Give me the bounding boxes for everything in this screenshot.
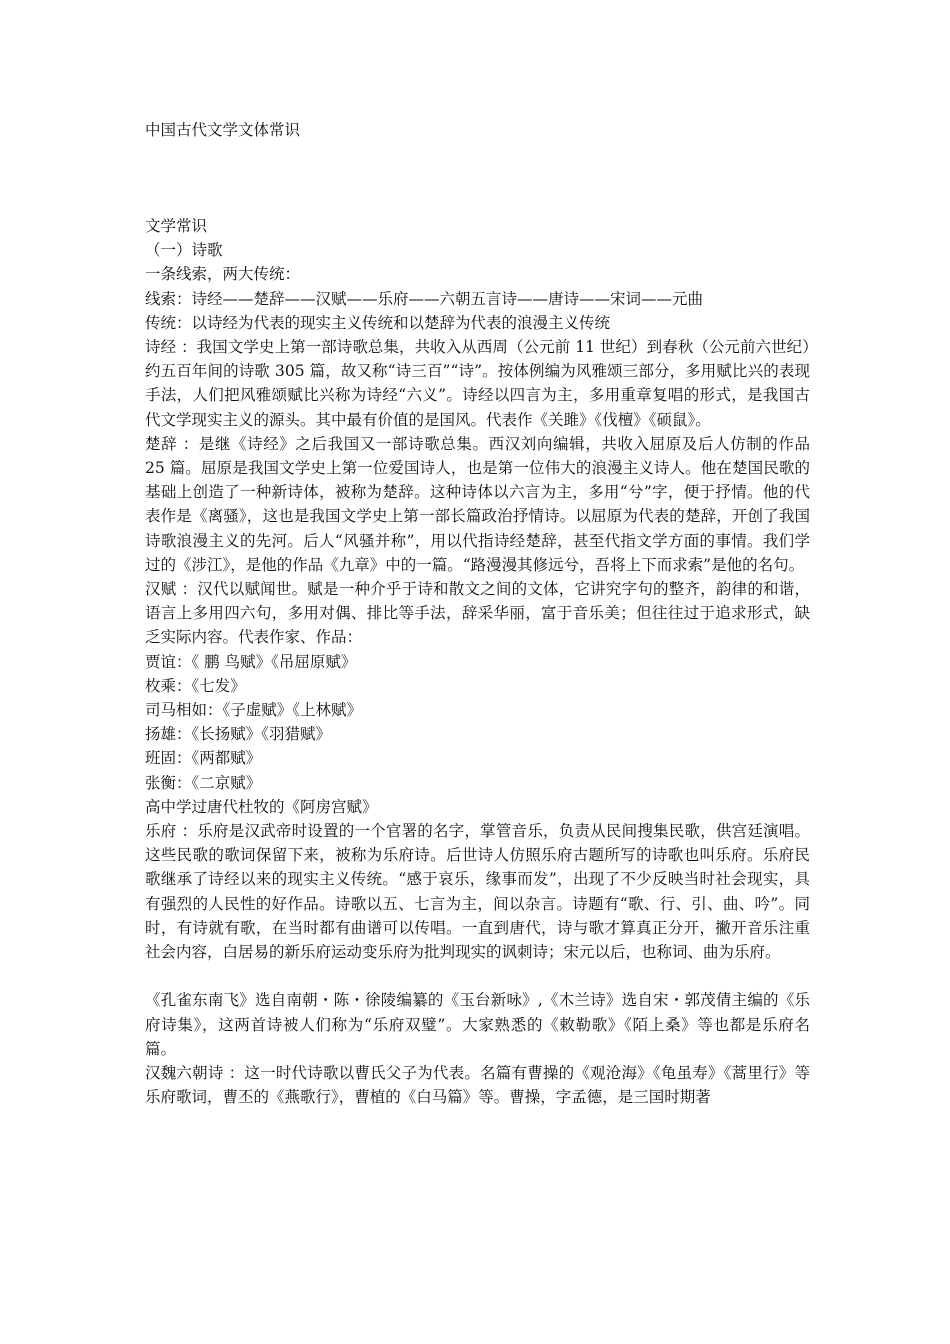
clue-line: 线索：诗经——楚辞——汉赋——乐府——六朝五言诗——唐诗——宋词——元曲 <box>145 289 704 308</box>
document-title: 中国古代文学文体常识 <box>145 121 301 139</box>
author-line: 班固：《两都赋》 <box>145 749 262 768</box>
paragraph-gap <box>145 964 810 988</box>
author-line: 张衡：《二京赋》 <box>145 773 262 792</box>
section-heading: 文学常识 <box>145 217 208 235</box>
blank-space <box>145 142 810 214</box>
author-line: 枚乘：《七发》 <box>145 676 246 695</box>
subsection-heading: （一）诗歌 <box>145 241 223 260</box>
author-line: 高中学过唐代杜牧的《阿房宫赋》 <box>145 797 378 816</box>
paragraph-yuefu: 乐府 ：乐府是汉武帝时设置的一个官署的名字，掌管音乐，负责从民间搜集民歌，供宫廷演唱。这些民歌的歌词保留下来，被称为乐府诗。后世诗人仿照乐府古题所写的诗歌也叫乐府。乐府民歌继承了诗经以来的现实主义传统。“感于哀乐，缘事而发”，出现了不少反映当时社会现实，具有强烈的人民性的好作品。诗歌以五、七言为主，间以杂言。诗题有“歌、行、引、曲、吟”。同时，有诗就有歌，在当时都有曲谱可以传唱。一直到唐代，诗与歌才算真正分开，撇开音乐注重社会内容，白居易的新乐府运动变乐府为批判现实的讽刺诗；宋元以后，也称词、曲为乐府。 <box>145 822 810 962</box>
author-line: 司马相如：《子虚赋》《上林赋》 <box>145 701 363 720</box>
paragraph-hanfu: 汉赋 ：汉代以赋闻世。赋是一种介乎于诗和散文之间的文体，它讲究字句的整齐，韵律的和谐，语言上多用四六句，多用对偶、排比等手法，辞采华丽，富于音乐美；但往往过于追求形式，缺乏实际内容。代表作家、作品： <box>145 580 810 647</box>
paragraph-hanwei: 汉魏六朝诗 ：这一时代诗歌以曹氏父子为代表。名篇有曹操的《观沧海》《龟虽寿》《蒿里行》等乐府歌词，曹丕的《燕歌行》，曹植的《白马篇》等。曹操，字孟德，是三国时期著 <box>145 1063 810 1107</box>
intro-line: 一条线索，两大传统： <box>145 265 301 284</box>
document-page <box>145 118 810 1109</box>
author-line: 贾谊：《 鹏 鸟赋》《吊屈原赋》 <box>145 652 357 671</box>
paragraph-chuci: 楚辞 ：是继《诗经》之后我国又一部诗歌总集。西汉刘向编辑，共收入屈原及后人仿制的作品 25 篇。屈原是我国文学史上第一位爱国诗人，也是第一位伟大的浪漫主义诗人。他在楚国民歌的基础上创造了一种新诗体，被称为楚辞。这种诗体以六言为主，多用“兮”字，便于抒情。他的代表作是《离骚》，这也是我国文学史上第一部长篇政治抒情诗。以屈原为代表的楚辞，开创了我国诗歌浪漫主义的先河。后人“风骚并称”，用以代指诗经楚辞，甚至代指文学方面的事情。我们学过的《涉江》，是他的作品《九章》中的一篇。“路漫漫其修远兮，吾将上下而求索”是他的名句。 <box>145 434 810 574</box>
document-body <box>145 214 810 1109</box>
author-line: 扬雄：《长扬赋》《羽猎赋》 <box>145 725 332 744</box>
paragraph-kongque: 《孔雀东南飞》选自南朝・陈・徐陵编纂的《玉台新咏》,《木兰诗》选自宋・郭茂倩主编的《乐府诗集》，这两首诗被人们称为“乐府双璧”。大家熟悉的《敕勒歌》《陌上桑》等也都是乐府名篇。 <box>145 991 810 1058</box>
paragraph-shijing: 诗经 ：我国文学史上第一部诗歌总集，共收入从西周（公元前 11 世纪）到春秋（公元前六世纪）约五百年间的诗歌 305 篇，故又称“诗三百”“诗”。按体例编为风雅颂三部分，多用赋比兴的表现手法，人们把风雅颂赋比兴称为诗经“六义”。诗经以四言为主，多用重章复唱的形式，是我国古代文学现实主义的源头。其中最有价值的是国风。代表作《关雎》《伐檀》《硕鼠》。 <box>145 338 810 429</box>
tradition-line: 传统：以诗经为代表的现实主义传统和以楚辞为代表的浪漫主义传统 <box>145 313 611 332</box>
